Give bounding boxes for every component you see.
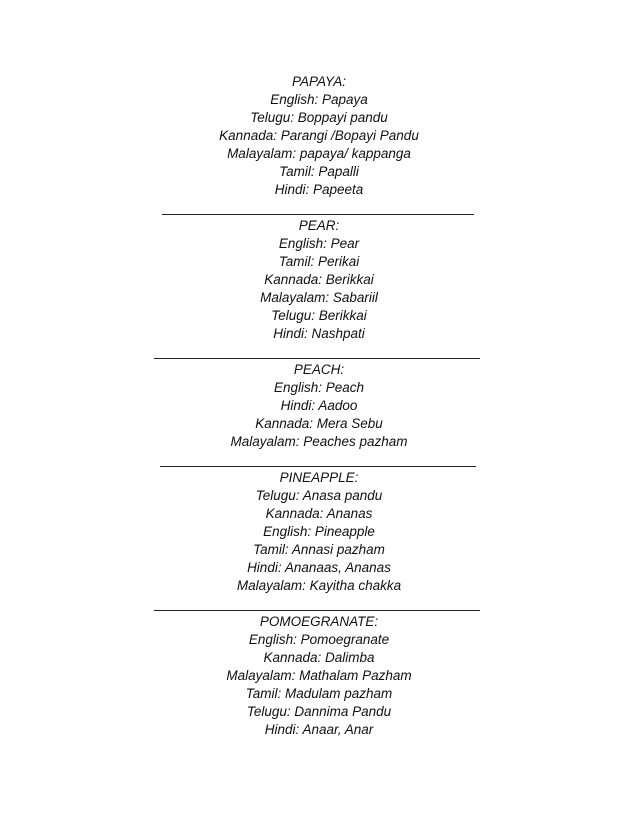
papaya-tamil: Tamil: Papalli (279, 164, 359, 179)
pear-malayalam: Malayalam: Sabariil (260, 290, 378, 305)
peach-hindi: Hindi: Aadoo (280, 398, 358, 413)
pear-telugu: Telugu: Berikkai (271, 308, 367, 323)
peach-malayalam: Malayalam: Peaches pazham (230, 434, 408, 449)
pomoegranate-tamil: Tamil: Madulam pazham (245, 686, 393, 701)
papaya-malayalam: Malayalam: papaya/ kappanga (227, 146, 411, 161)
section-divider (162, 214, 474, 215)
section-title-papaya: PAPAYA: (291, 74, 347, 89)
papaya-hindi: Hindi: Papeeta (274, 182, 364, 197)
peach-kannada: Kannada: Mera Sebu (255, 416, 383, 431)
pomoegranate-english: English: Pomoegranate (248, 632, 390, 647)
pineapple-malayalam: Malayalam: Kayitha chakka (236, 578, 402, 593)
papaya-kannada: Kannada: Parangi /Bopayi Pandu (219, 128, 419, 143)
pear-kannada: Kannada: Berikkai (264, 272, 374, 287)
pomoegranate-kannada: Kannada: Dalimba (263, 650, 375, 665)
section-divider (154, 358, 480, 359)
section-divider (154, 610, 480, 611)
pomoegranate-hindi: Hindi: Anaar, Anar (264, 722, 374, 737)
pomoegranate-malayalam: Malayalam: Mathalam Pazham (226, 668, 412, 683)
pineapple-telugu: Telugu: Anasa pandu (255, 488, 383, 503)
papaya-telugu: Telugu: Boppayi pandu (250, 110, 388, 125)
pineapple-tamil: Tamil: Annasi pazham (253, 542, 385, 557)
pineapple-english: English: Pineapple (263, 524, 375, 539)
pear-english: English: Pear (278, 236, 360, 251)
section-title-pear: PEAR: (298, 218, 340, 233)
section-title-pomoegranate: POMOEGRANATE: (259, 614, 379, 629)
pineapple-kannada: Kannada: Ananas (265, 506, 373, 521)
pineapple-hindi: Hindi: Ananaas, Ananas (247, 560, 391, 575)
section-title-pineapple: PINEAPPLE: (279, 470, 359, 485)
section-divider (160, 466, 476, 467)
papaya-english: English: Papaya (270, 92, 368, 107)
pomoegranate-telugu: Telugu: Dannima Pandu (246, 704, 392, 719)
pear-hindi: Hindi: Nashpati (273, 326, 365, 341)
peach-english: English: Peach (273, 380, 365, 395)
pear-tamil: Tamil: Perikai (278, 254, 360, 269)
section-title-peach: PEACH: (293, 362, 345, 377)
